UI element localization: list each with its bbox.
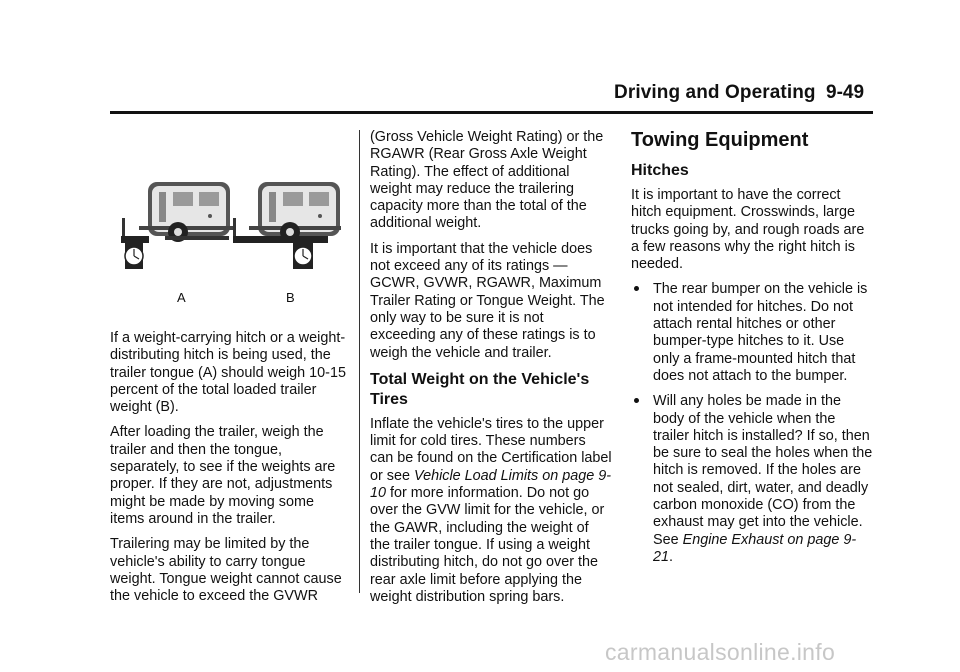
bullet-text: Will any holes be made in the body of the vehicle when the trailer hitch is installed? If so, then be sure to seal the holes when the hitch is removed. If the holes are not sealed, dirt, water, and deadly carbon monoxide (CO) from the exhaust may get into the vehicle. See: [653, 393, 873, 548]
bullet-item: [631, 393, 873, 566]
paragraph: It is important to have the correct hitch equipment. Crosswinds, large trucks going by, and rough roads are a few reasons why the right hitch is needed.: [631, 187, 865, 273]
bullet-item: The rear bumper on the vehicle is not intended for hitches. Do not attach rental hitches or other bumper-type hitches to it. Use only a frame-mounted hitch that does not attach to the bumper.: [631, 281, 873, 385]
paragraph: After loading the trailer, weigh the trailer and then the tongue, separately, to see if the weights are proper. If they are not, adjustments might be made by moving some items around in the trailer.: [110, 424, 336, 527]
paragraph: [370, 416, 612, 606]
page-number: 9-49: [826, 82, 865, 103]
watermark: carmanualsonline.info: [605, 639, 836, 665]
cross-reference-link[interactable]: Vehicle Load Limits on page 9-10: [370, 467, 612, 502]
section-heading: Towing Equipment: [631, 129, 809, 151]
subsection-heading: Hitches: [631, 162, 689, 179]
paragraph: (Gross Vehicle Weight Rating) or the RGAWR (Rear Gross Axle Weight Rating). The effect of additional weight may reduce the trailering capacity more than the total of the additional weight.: [370, 129, 604, 232]
bullet-text: .: [669, 548, 674, 565]
figure-label-b: B: [286, 290, 295, 305]
paragraph-text: for more information. Do not go over the GVW limit for the vehicle, or the GAWR, including the weight of the trailer tongue. If using a weight distributing hitch, do not go over the rear axle limit before applying the weight distribution spring bars.: [370, 485, 605, 605]
trailer-b-illustration: [233, 182, 341, 269]
tongue-weight-illustration: [115, 170, 345, 310]
paragraph-text: Inflate the vehicle's tires to the upper limit for cold tires. These numbers can be found on the Certification label or see: [370, 415, 612, 484]
column-right: [631, 129, 873, 574]
header-rule: [110, 111, 873, 114]
column-divider: [359, 130, 360, 593]
section-title: Driving and Operating: [614, 82, 816, 103]
column-left: [110, 330, 352, 613]
subsection-heading: Total Weight on the Vehicle's Tires: [370, 370, 590, 408]
paragraph: If a weight-carrying hitch or a weight-distributing hitch is being used, the trailer tongue (A) should weigh 10-15 percent of the total loaded trailer weight (B).: [110, 330, 346, 416]
bullet-list: [631, 281, 873, 566]
trailer-a-illustration: [121, 182, 235, 269]
paragraph: Trailering may be limited by the vehicle's ability to carry tongue weight. Tongue weight cannot cause the vehicle to exceed the GVWR: [110, 536, 342, 605]
figure-label-a: A: [177, 290, 186, 305]
column-middle: [370, 129, 612, 614]
paragraph: It is important that the vehicle does not exceed any of its ratings — GCWR, GVWR, RGAWR, Maximum Trailer Rating or Tongue Weight. The only way to be sure it is not exceeding any of these ratings is to weigh the vehicle and trailer.: [370, 240, 605, 361]
cross-reference-link[interactable]: Engine Exhaust on page 9-21: [653, 531, 857, 565]
